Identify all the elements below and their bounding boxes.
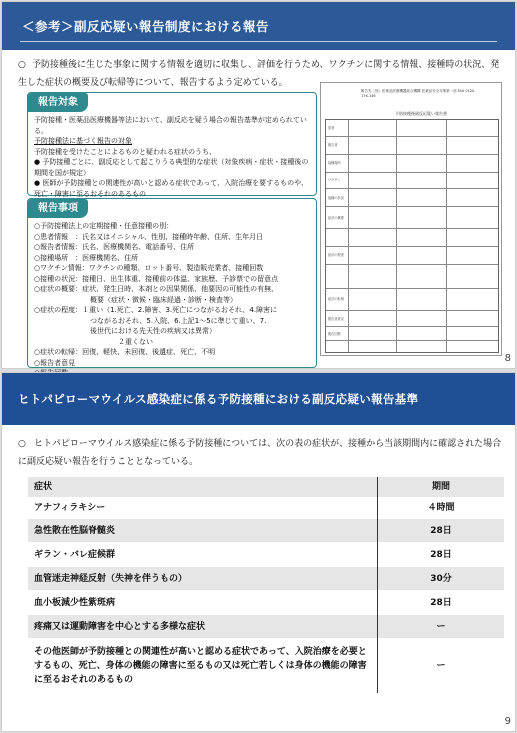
form-label: 報告者 <box>328 143 338 147</box>
form-grid-line <box>326 288 498 289</box>
report-item-line: ○接種場所 ：医療機関名、住所 <box>34 253 139 262</box>
table-row <box>28 639 504 693</box>
slide1-intro-text: 予防接種後に生じた事象に関する情報を適切に収集し、評価を行うため、ワクチンに関する情報、接種時の状況、発生した症状の概要及び転帰等について、報告するよう定めている。 <box>18 60 500 88</box>
report-item-line: ○報告者情報：氏名、医療機関名、電話番号、住所 <box>34 243 195 251</box>
form-grid-line <box>326 340 498 341</box>
form-grid-line <box>326 246 498 247</box>
page-number: 9 <box>504 716 511 727</box>
report-item-line: ○症状の概要：症状、発生日時、本剤との因果関係、他要因の可能性の有無、 <box>34 285 279 293</box>
form-grid-line <box>326 136 498 137</box>
report-item-line: ○報告者意見 <box>34 358 76 367</box>
slide2-intro-text: ヒトパピローマウイルス感染症に係る予防接種については、次の表の症状が、接種から当該期間内に確認された場合に副反応疑い報告を行うこととなっている。 <box>18 439 502 467</box>
form-title: 予防接種後副反応疑い報告書 <box>395 111 447 116</box>
form-label: ワクチン <box>328 178 341 182</box>
bullet-dot: ● <box>34 179 41 187</box>
report-target-line: 予防接種ごとに、副反応として起こりうる典型的な症状（対象疾病・症状・接種後の期間を国が規定） <box>34 158 309 177</box>
period-cell: ー <box>377 615 504 639</box>
form-header-text: 報告先（独）医薬品医療機器総合機構 医薬品安全対策第一部 FAX 0120-176-146 <box>361 89 476 98</box>
symptom-cell: その他医師が予防接種との関連性が高いと認める症状であって、入院治療を必要とするもの、死亡、身体の機能の障害に至るもの又は死亡若しくは身体の機能の障害に至るおそれのあるもの <box>34 647 367 685</box>
slide-hpv-report-criteria <box>1 372 516 732</box>
period-cell: ４時間 <box>377 498 504 519</box>
form-grid-line <box>326 310 498 311</box>
report-item-line: 概要（症状・徴候・臨床経過・診断・検査等） <box>90 295 237 304</box>
form-label: 症状の概要 <box>328 216 344 220</box>
slide1-title-underline <box>20 41 497 42</box>
report-target-heading: 報告対象 <box>28 93 88 112</box>
form-grid-line <box>326 326 498 327</box>
table-header-row <box>28 477 504 498</box>
table-row <box>28 498 504 519</box>
symptom-cell: 血管迷走神経反射（失神を伴うもの） <box>34 574 188 584</box>
slide2-title: ヒトパピローマウイルス感染症に係る予防接種における副反応疑い報告基準 <box>18 392 419 406</box>
report-target-line: 予防接種法に基づく報告の対象 <box>34 137 132 145</box>
form-label: 報告回数 <box>328 332 341 336</box>
symptom-cell: ギラン・バレ症候群 <box>34 550 116 560</box>
form-label: 患者 <box>328 126 335 130</box>
form-grid-line <box>326 228 498 229</box>
period-cell: 28日 <box>377 591 504 615</box>
form-grid-line <box>326 206 498 207</box>
intro-bullet: ○ <box>18 439 26 449</box>
slide2-intro <box>18 435 506 471</box>
page-number: 8 <box>504 353 511 364</box>
period-cell: ー <box>377 639 504 693</box>
report-form-thumbnail <box>320 82 502 356</box>
report-items-body <box>34 221 312 379</box>
form-label: 症状の転帰 <box>328 297 344 301</box>
slide-reporting-system <box>1 1 516 369</box>
report-item-line: つながるおそれ、5.入院、6.上記1〜5に準じて重い、7. <box>90 316 267 325</box>
slide2-header-banner <box>2 373 515 425</box>
column-header-symptom: 症状 <box>34 482 53 492</box>
report-items-heading: 報告事項 <box>28 199 88 218</box>
report-item-line: ○ワクチン情報：ワクチンの種類、ロット番号、製造販売業者、接種回数 <box>34 264 264 272</box>
report-target-card <box>27 92 317 196</box>
table-row <box>28 519 504 543</box>
form-grid-line <box>326 154 498 155</box>
period-cell: 28日 <box>377 543 504 567</box>
bullet-dot: ● <box>34 158 41 166</box>
slide1-title: ＜参考＞副反応疑い報告制度における報告 <box>22 19 270 34</box>
form-grid-line <box>326 172 498 173</box>
slide1-header-banner <box>2 2 515 50</box>
form-grid-line <box>326 264 498 265</box>
report-items-card <box>27 198 317 368</box>
symptom-cell: アナフィラキシー <box>34 503 106 513</box>
report-item-line: 後世代における先天性の疾病又は異常） <box>90 327 216 335</box>
report-item-line: ○症状の程度：１重い（1.死亡、2.障害、3.死亡につながるおそれ、4.障害に <box>34 306 278 314</box>
form-label: 接種場所 <box>328 161 341 165</box>
symptom-cell: 疼痛又は運動障害を中心とする多様な症状 <box>34 622 206 632</box>
period-cell: 28日 <box>377 519 504 543</box>
intro-bullet: ○ <box>18 60 26 70</box>
table-row <box>28 591 504 615</box>
report-target-line: 予防接種・医薬品医療機器等法において、副反応を疑う場合の報告基準が定められている。 <box>34 116 307 135</box>
report-item-line: ２重くない <box>118 337 153 346</box>
form-label: 報告者意見 <box>328 317 344 321</box>
table-row <box>28 567 504 591</box>
symptom-cell: 血小板減少性紫斑病 <box>34 598 116 608</box>
form-grid-line <box>326 188 498 189</box>
report-item-line: ○予防接種法上の定期接種・任意接種の別： <box>34 222 174 230</box>
report-item-line: ○患者情報 ：氏名又はイニシャル、性別、接種時年齢、住所、生年月日 <box>34 232 264 241</box>
criteria-table <box>28 477 504 693</box>
form-label: 接種の状況 <box>328 196 344 200</box>
table-row <box>28 543 504 567</box>
period-cell: 30分 <box>377 567 504 591</box>
table-row <box>28 615 504 639</box>
column-header-period: 期間 <box>377 477 504 498</box>
form-label: 症状の程度 <box>328 253 344 257</box>
report-target-line: 予防接種を受けたことによるものと疑われる症状のうち、 <box>34 147 216 156</box>
report-item-line: ○接種の状況：接種日、出生体重、接種前の体温、家族歴、予診票での留意点 <box>34 274 279 283</box>
form-grid <box>325 119 499 353</box>
symptom-cell: 急性散在性脳脊髄炎 <box>34 526 116 536</box>
report-target-body <box>34 115 312 199</box>
report-item-line: ○症状の転帰：回復、軽快、未回復、後遺症、死亡、不明 <box>34 348 216 356</box>
report-target-line: 医師が予防接種との関連性が高いと認める症状であって、入院治療を要するものや、死亡・障害に至るおそれのあるもの <box>34 179 308 198</box>
